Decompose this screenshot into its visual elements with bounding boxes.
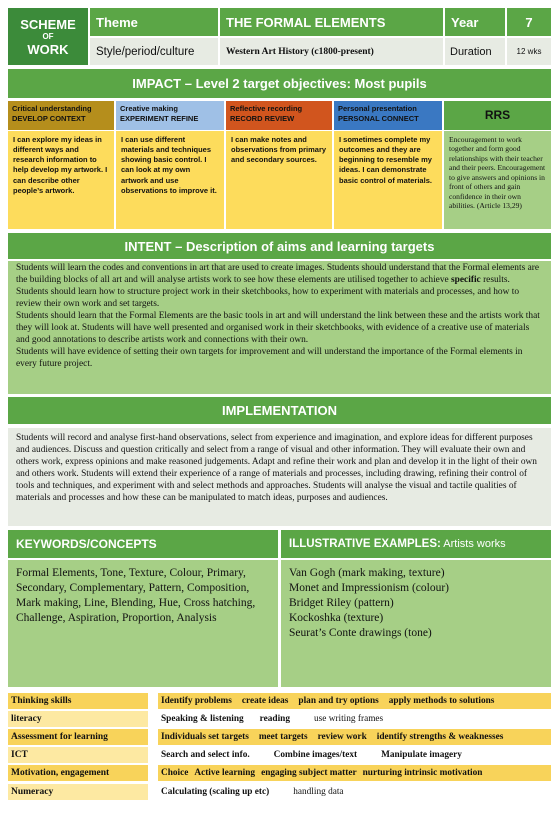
impact-title [8,69,551,98]
example-item: Bridget Riley (pattern) [289,596,394,609]
skill-item: Search and select info. [161,750,250,760]
skill-item: Calculating (scaling up etc) [161,787,270,797]
intent-p1-bold: specific [451,275,481,286]
skill-item: Manipulate imagery [381,750,462,760]
objective-body-text: I can use different materials and techniques showing basic control. I can look at my own artwork and use observations to improve it. [121,135,217,195]
theme-label-text: Theme [96,14,138,30]
skill-item: create ideas [241,696,289,706]
scheme-line-3: WORK [27,41,69,57]
skill-item: reading [259,714,290,724]
duration-label [445,38,505,65]
examples-title-bold: ILLUSTRATIVE EXAMPLES: [289,538,441,550]
keywords-title [8,530,278,558]
skill-item: Speaking & listening [161,714,244,724]
intent-title-text: INTENT – Description of aims and learning targets [124,238,435,254]
skill-item: Choice [161,768,189,778]
skill-row-ict [158,747,551,763]
intent-title [8,233,551,259]
objective-body-text: I can make notes and observations from primary and secondary sources. [231,135,327,165]
style-label-text: Style/period/culture [96,45,195,58]
scheme-line-1: SCHEME [20,16,76,32]
year-value-text: 7 [525,14,533,30]
objective-sub-text: DEVELOP CONTEXT [12,114,86,124]
objective-head-critical [8,101,114,130]
skill-item: Combine images/text [273,750,358,760]
rrs-body [444,131,551,229]
skill-item: Active learning [194,768,256,778]
skill-label-literacy: literacy [8,711,148,727]
skill-item: Individuals set targets [161,732,249,742]
style-value-text: Western Art History (c1800-present) [226,46,374,57]
objective-head-reflective [226,101,332,130]
objective-head-creative [116,101,224,130]
keywords-text: Formal Elements, Tone, Texture, Colour, Primary, Secondary, Complementary, Pattern, Composition, Mark making, Line, Blending, Hue, Cross hatching, Challenge, Aspiration, Proportion, Analysis [16,567,256,624]
theme-value [220,8,443,36]
year-value [507,8,551,36]
example-item: Kockoshka (texture) [289,611,384,624]
objective-head-text: Critical understanding [12,104,92,113]
skill-row-literacy [158,711,551,727]
style-label [90,38,218,65]
objective-head-text: Reflective recording [230,104,303,113]
skill-label-motivation: Motivation, engagement [8,765,148,781]
implementation-body [8,428,551,526]
objective-sub-text: PERSONAL CONNECT [338,114,419,124]
objective-body-text: I can explore my ideas in different ways and research information to help develop my artwork. I can describe other people’s artwork. [13,135,108,195]
skill-item: plan and try options [298,696,379,706]
intent-paragraph-3: Students will have evidence of setting their own targets for improvement and will understand the importance of the Formal elements in every future project. [16,347,523,370]
skill-label-ict: ICT [8,747,148,763]
skill-item: Identify problems [161,696,232,706]
intent-paragraph-2: Students should learn that the Formal Elements are the basic tools in art and will understand the link between these and the artists work that they will look at. Students will have well presented and organised work in their sketchbooks, with evidence of a creative use of materials and good annotations to describe artists work and connections with their own. [16,311,540,346]
skill-item: nurturing intrinsic motivation [362,768,483,778]
skill-row-thinking [158,693,551,709]
skill-item: handling data [293,787,344,797]
objective-body-text: I sometimes complete my outcomes and they are beginning to resemble my ideas. I can demonstrate basic control of materials. [339,135,432,185]
examples-title-rest: Artists works [440,538,506,550]
example-item: Van Gogh (mark making, texture) [289,567,445,579]
examples-title [281,530,551,558]
impact-title-text: IMPACT – Level 2 target objectives: Most pupils [132,76,427,91]
objective-head-personal [334,101,442,130]
skill-item: identify strengths & weaknesses [376,732,504,742]
objective-head-text: Personal presentation [338,104,417,113]
skill-row-afl [158,729,551,745]
intent-p1-part-b: results. Students should learn how to structure project work in their sketchbooks, how to experiment with materials and processes, and how to review their own work and set targets. [16,275,520,310]
intent-p1-part-a: Students will learn the codes and conventions in art that are used to create images. Students should understand that the Formal elements are the building blocks of all art and will analyse artists work to see how these elements are utilised together to achieve [16,263,540,286]
skill-item: engaging subject matter [261,768,357,778]
skill-row-motivation [158,765,551,781]
skill-item: use writing frames [313,714,384,724]
style-value [220,38,443,65]
intent-body [8,261,551,394]
duration-value-text: 12 wks [516,47,542,56]
rrs-head [444,101,551,130]
objective-body-creative [116,131,224,229]
objective-body-personal [334,131,442,229]
skill-row-numeracy [158,784,551,800]
keywords-title-text: KEYWORDS/CONCEPTS [16,537,157,551]
implementation-paragraph: Students will record and analyse first-hand observations, select from experience and imagination, and explore ideas for different purposes and audiences. Discuss and question critically and select from a range of visual and other information. They will evaluate their own and others work, express opinions and make reasoned judgements. Adapt and refine their work and plan and develop it in the light of their own and others work. Students will extend their experience of a range of materials and processes, including drawing, refining their control of tools and techniques, and experiment with and select methods and approaches. Students will analyse the visual and tactile qualities of materials and processes and how these can be manipulated to match ideas, purposes and audiences. [16,433,537,504]
objective-head-text: Creative making [120,104,178,113]
objective-sub-text: RECORD REVIEW [230,114,295,124]
skill-label-numeracy: Numeracy [8,784,148,800]
duration-value [507,38,551,65]
year-label-text: Year [451,14,479,30]
rrs-title-text: RRS [484,108,511,123]
skill-item: apply methods to solutions [388,696,495,706]
skill-item: meet targets [258,732,308,742]
skill-item: review work [317,732,367,742]
skill-label-afl: Assessment for learning [8,729,148,745]
rrs-body-text: Encouragement to work together and form good relationships with their teacher and their peers. Encouragement to give answers and opinions in front of others and gain confidence in their own abilities. (Article 13,29) [449,135,546,211]
keywords-body [8,560,278,687]
scheme-of-work-badge [8,8,88,65]
skill-label-thinking: Thinking skills [8,693,148,709]
theme-value-text: THE FORMAL ELEMENTS [226,14,386,30]
objective-body-critical [8,131,114,229]
duration-label-text: Duration [450,45,492,58]
intent-paragraph-1 [16,262,543,310]
objective-body-reflective [226,131,332,229]
year-label [445,8,505,36]
scheme-line-2: OF [42,31,54,41]
examples-body [281,560,551,687]
theme-label [90,8,218,36]
example-item: Seurat’s Conte drawings (tone) [289,626,432,639]
example-item: Monet and Impressionism (colour) [289,581,450,594]
implementation-title-text: IMPLEMENTATION [221,403,338,418]
implementation-title [8,397,551,424]
objective-sub-text: EXPERIMENT REFINE [120,114,199,124]
